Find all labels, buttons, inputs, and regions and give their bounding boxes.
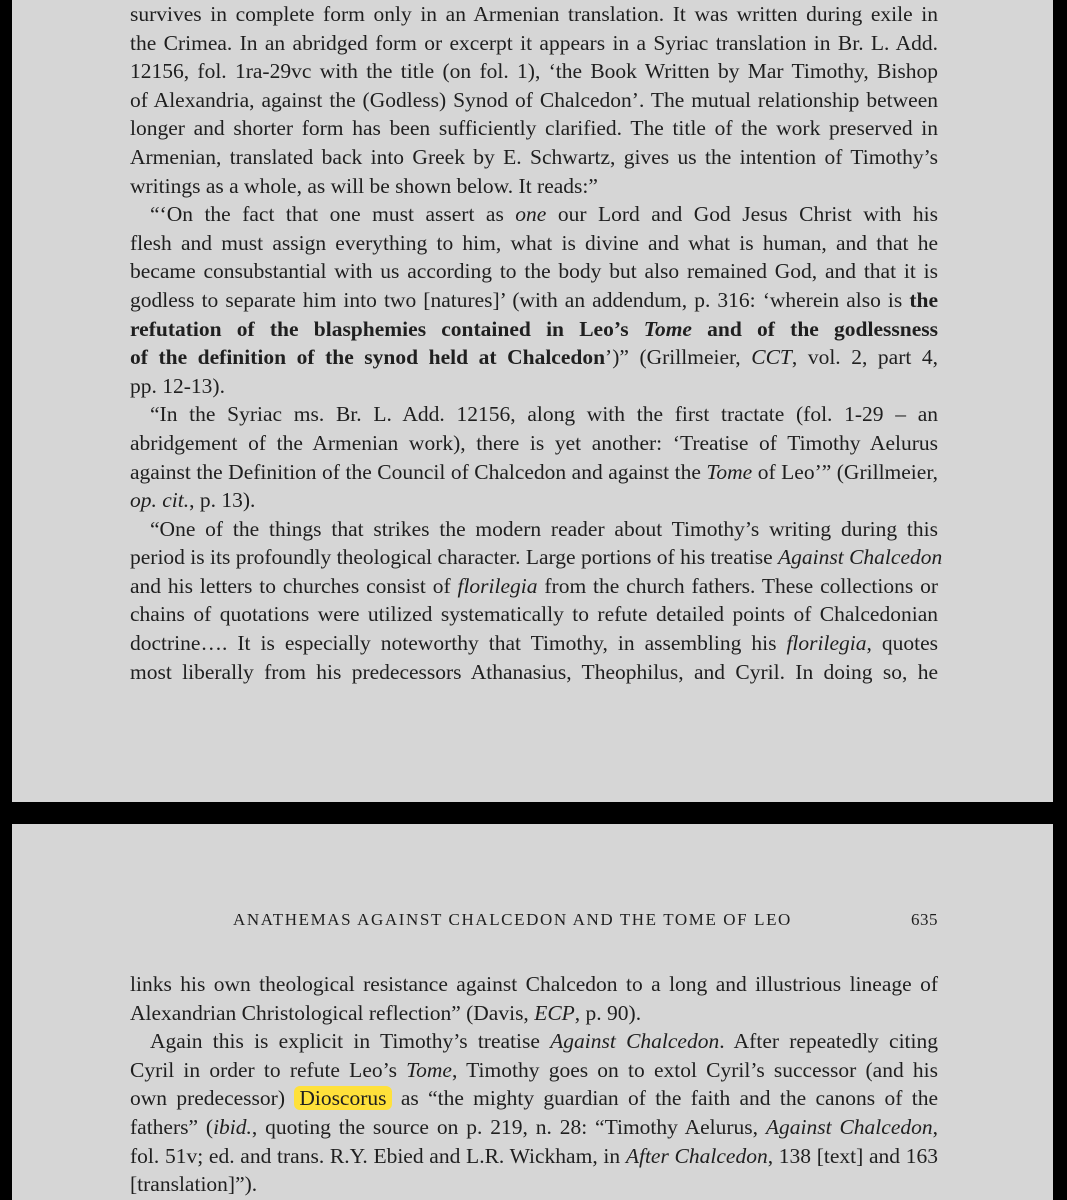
text-line: of the definition of the synod held at Chalcedon’)” (Grillmeier, CCT, vol. 2, part 4,	[130, 345, 938, 370]
text-line: writings as a whole, as will be shown below. It reads:”	[130, 173, 598, 198]
bottom-page	[12, 824, 1053, 1200]
text-line: chains of quotations were utilized systematically to refute detailed points of Chalcedonian	[130, 602, 938, 627]
running-title: ANATHEMAS AGAINST CHALCEDON AND THE TOME OF LEO	[233, 910, 792, 929]
text-line: [translation]”).	[130, 1172, 258, 1197]
top-page-text	[130, 0, 943, 686]
bottom-page-text	[130, 970, 938, 1199]
text-line: and his letters to churches consist of florilegia from the church fathers. These collections or	[130, 573, 938, 598]
text-line: abridgement of the Armenian work), there is yet another: ‘Treatise of Timothy Aelurus	[130, 430, 938, 455]
text-line: Armenian, translated back into Greek by E. Schwartz, gives us the intention of Timothy’s	[130, 144, 938, 169]
text-line: became consubstantial with us according to the body but also remained God, and that it is	[130, 259, 938, 284]
text-line: doctrine…. It is especially noteworthy that Timothy, in assembling his florilegia, quotes	[130, 631, 939, 656]
text-line: against the Definition of the Council of Chalcedon and against the Tome of Leo’” (Grillmeier,	[130, 459, 938, 484]
text-line: longer and shorter form has been sufficiently clarified. The title of the work preserved in	[130, 116, 938, 141]
text-line: Alexandrian Christological reflection” (Davis, ECP, p. 90).	[130, 1000, 642, 1025]
page-number: 635	[911, 910, 938, 929]
italic-text: one	[515, 202, 547, 227]
text-line: “‘On the fact that one must assert as one our Lord and God Jesus Christ with his	[150, 202, 939, 227]
text-line: most liberally from his predecessors Athanasius, Theophilus, and Cyril. In doing so, he	[130, 659, 938, 684]
bold-text: of the definition of the synod held at Chalcedon	[130, 345, 606, 370]
text-line	[130, 315, 938, 344]
bold-text: the	[909, 287, 938, 312]
top-page	[12, 0, 1053, 802]
text-line: fol. 51v; ed. and trans. R.Y. Ebied and L.R. Wickham, in After Chalcedon, 138 [text] and 163	[130, 1143, 939, 1168]
text-line: Cyril in order to refute Leo’s Tome, Timothy goes on to extol Cyril’s successor (and his	[130, 1057, 939, 1082]
text-line: “In the Syriac ms. Br. L. Add. 12156, along with the first tractate (fol. 1-29 – an	[150, 402, 938, 427]
text-line: links his own theological resistance against Chalcedon to a long and illustrious lineage of	[130, 972, 938, 996]
text-line: Again this is explicit in Timothy’s treatise Against Chalcedon. After repeatedly citing	[150, 1029, 938, 1054]
highlighted-word[interactable]: Dioscorus	[294, 1086, 391, 1110]
text-line: flesh and must assign everything to him, what is divine and what is human, and that he	[130, 230, 938, 255]
text-line: of Alexandria, against the (Godless) Synod of Chalcedon’. The mutual relationship between	[130, 87, 938, 112]
text-line: “One of the things that strikes the modern reader about Timothy’s writing during this	[150, 516, 938, 541]
text-line: fathers” (ibid., quoting the source on p. 219, n. 28: “Timothy Aelurus, Against Chalcedon,	[130, 1114, 938, 1139]
text-line: pp. 12-13).	[130, 373, 225, 398]
text-line: godless to separate him into two [natures]’ (with an addendum, p. 316: ‘wherein also is the	[130, 287, 938, 312]
text-line: survives in complete form only in an Armenian translation. It was written during exile in	[130, 2, 938, 26]
bold-text: refutation of the blasphemies contained in Leo’s Tome and of the godlessness	[130, 316, 938, 341]
text-line: op. cit., p. 13).	[130, 488, 256, 513]
text-line: period is its profoundly theological character. Large portions of his treatise Against Chalcedon	[130, 545, 943, 570]
text-line: own predecessor) Dioscorus as “the mighty guardian of the faith and the canons of the	[130, 1086, 938, 1111]
text-line: the Crimea. In an abridged form or excerpt it appears in a Syriac translation in Br. L. Add.	[130, 30, 938, 55]
text-line: 12156, fol. 1ra-29vc with the title (on fol. 1), ‘the Book Written by Mar Timothy, Bishop	[130, 59, 938, 84]
